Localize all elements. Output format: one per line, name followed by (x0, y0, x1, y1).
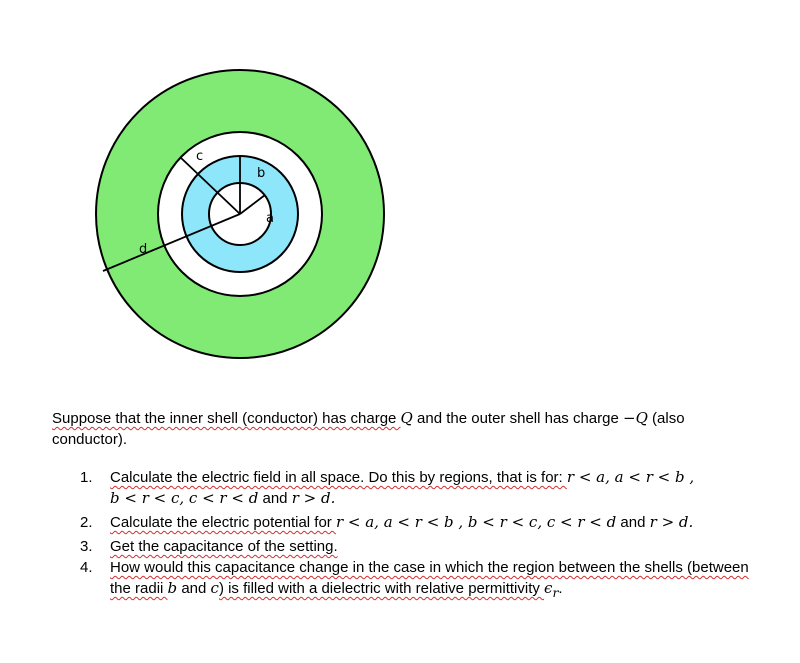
label-a: a (266, 211, 274, 226)
intro-neg-q: −Q (623, 409, 648, 427)
question-1-math-1: r < a, a < r < b , (566, 468, 695, 486)
question-1-math-2: b < r < c, c < r < d (110, 489, 259, 507)
question-1 (80, 467, 760, 509)
question-4-c: c (210, 579, 219, 597)
question-3 (80, 536, 760, 557)
question-4-number: 4. (80, 559, 93, 576)
question-4-epsilon-sub: r (552, 585, 559, 600)
question-2-math-1: r < a, a < r < b , b < r < c, c < r < d (335, 513, 617, 531)
question-2-number: 2. (80, 514, 93, 531)
label-b: b (257, 166, 266, 181)
question-4-mid: and (177, 580, 211, 597)
intro-q: Q (400, 409, 413, 427)
question-4-text-2: ) is filled with a dielectric with relative permittivity (218, 580, 545, 597)
question-4-b: b (167, 579, 178, 597)
intro-text-2: and the outer shell has charge (412, 410, 623, 427)
question-4-end: . (558, 580, 563, 597)
question-4 (80, 557, 760, 603)
label-c: c (196, 149, 204, 164)
question-3-number: 3. (80, 538, 93, 555)
question-4-text-1: How would this capacitance change in the case in which the region between the shells (between the radii (110, 559, 749, 597)
question-list (80, 467, 760, 603)
question-1-number: 1. (80, 469, 93, 486)
question-1-text: Calculate the electric field in all space. Do this by regions, that is for: (110, 469, 567, 486)
problem-intro (52, 408, 742, 450)
question-2-and: and (616, 514, 650, 531)
label-d: d (139, 242, 148, 257)
question-1-math-3: r > d. (291, 489, 336, 507)
question-4-epsilon: ϵ (544, 579, 553, 597)
question-3-text: Get the capacitance of the setting. (110, 538, 338, 555)
intro-text-3: (also conductor). (52, 410, 685, 448)
intro-text-1: Suppose that the inner shell (conductor) has charge (52, 410, 401, 427)
question-2-text: Calculate the electric potential for (110, 514, 336, 531)
question-2-math-2: r > d. (649, 513, 694, 531)
question-1-and: and (258, 490, 292, 507)
question-2 (80, 512, 760, 533)
